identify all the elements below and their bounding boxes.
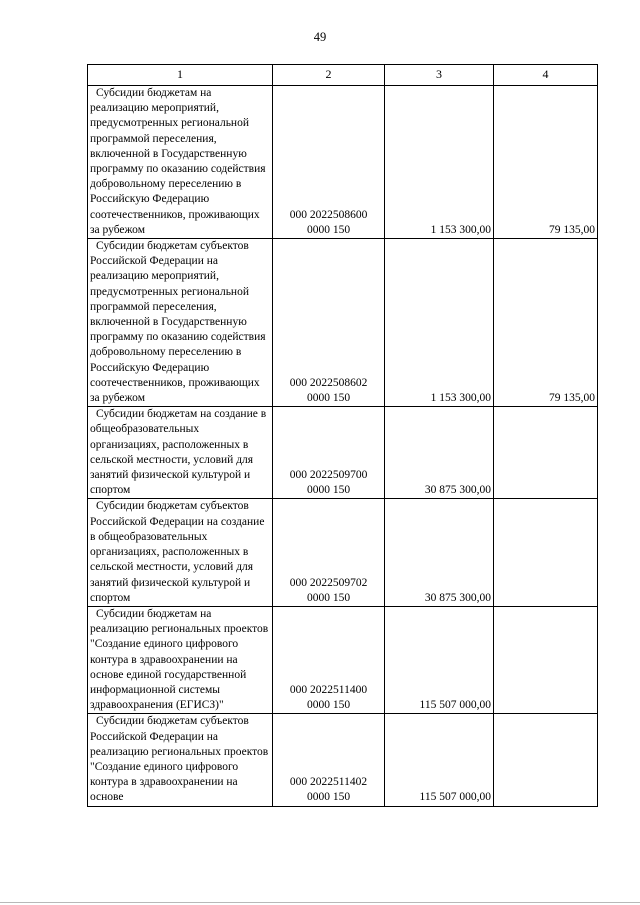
- row-code: [273, 407, 385, 499]
- row-code-line2: 0000 150: [306, 484, 351, 497]
- row-amount-2: 79 135,00: [494, 239, 598, 407]
- row-name: Субсидии бюджетам на реализацию региональных проектов "Создание единого цифрового контура в здравоохранении на основе единой государственной информационной системы здравоохранения (ЕГИСЗ)": [88, 606, 273, 713]
- scan-edge-line: [0, 902, 640, 903]
- column-header-3: 3: [385, 65, 494, 86]
- row-amount-2: [494, 407, 598, 499]
- table-header-row: [88, 65, 598, 86]
- row-amount-2: [494, 606, 598, 713]
- row-code-line1: 000 2022511402: [289, 776, 368, 789]
- row-amount: 1 153 300,00: [385, 86, 494, 239]
- row-amount: 115 507 000,00: [385, 606, 494, 713]
- row-code: [273, 714, 385, 806]
- row-code-line1: 000 2022508600: [289, 208, 368, 221]
- row-amount: 30 875 300,00: [385, 499, 494, 606]
- row-name: Субсидии бюджетам на создание в общеобразовательных организациях, расположенных в сельской местности, условий для занятий физической культурой и спортом: [88, 407, 273, 499]
- table-row: [88, 86, 598, 239]
- column-header-2: 2: [273, 65, 385, 86]
- column-header-4: 4: [494, 65, 598, 86]
- row-code-line2: 0000 150: [306, 392, 351, 405]
- table-row: [88, 714, 598, 806]
- row-name: Субсидии бюджетам на реализацию мероприятий, предусмотренных региональной программой переселения, включенной в Государственную программу по оказанию содействия добровольному переселению в Российскую Федерацию соотечественников, проживающих за рубежом: [88, 86, 273, 239]
- row-code-line2: 0000 150: [306, 791, 351, 804]
- row-code: [273, 239, 385, 407]
- row-name: Субсидии бюджетам субъектов Российской Федерации на реализацию мероприятий, предусмотренных региональной программой переселения, включенной в Государственную программу по оказанию содействия добровольному переселению в Российскую Федерацию соотечественников, проживающих за рубежом: [88, 239, 273, 407]
- row-amount-2: [494, 714, 598, 806]
- table-row: [88, 407, 598, 499]
- row-name: Субсидии бюджетам субъектов Российской Федерации на реализацию региональных проектов "Создание единого цифрового контура в здравоохранении на основе: [88, 714, 273, 806]
- row-amount: 1 153 300,00: [385, 239, 494, 407]
- row-code-line1: 000 2022509700: [289, 469, 368, 482]
- row-code-line1: 000 2022511400: [289, 683, 368, 696]
- row-amount: 115 507 000,00: [385, 714, 494, 806]
- column-header-1: 1: [88, 65, 273, 86]
- table-row: [88, 239, 598, 407]
- row-code-line2: 0000 150: [306, 591, 351, 604]
- row-amount-2: [494, 499, 598, 606]
- row-amount-2: 79 135,00: [494, 86, 598, 239]
- table-row: [88, 606, 598, 713]
- row-code-line1: 000 2022508602: [289, 376, 368, 389]
- table-row: [88, 499, 598, 606]
- row-name: Субсидии бюджетам субъектов Российской Федерации на создание в общеобразовательных организациях, расположенных в сельской местности, условий для занятий физической культурой и спортом: [88, 499, 273, 606]
- row-code: [273, 606, 385, 713]
- row-code-line2: 0000 150: [306, 699, 351, 712]
- row-code-line1: 000 2022509702: [289, 576, 368, 589]
- budget-table: [87, 64, 598, 807]
- row-code: [273, 86, 385, 239]
- row-code-line2: 0000 150: [306, 223, 351, 236]
- page-number: 49: [313, 30, 327, 44]
- row-code: [273, 499, 385, 606]
- row-amount: 30 875 300,00: [385, 407, 494, 499]
